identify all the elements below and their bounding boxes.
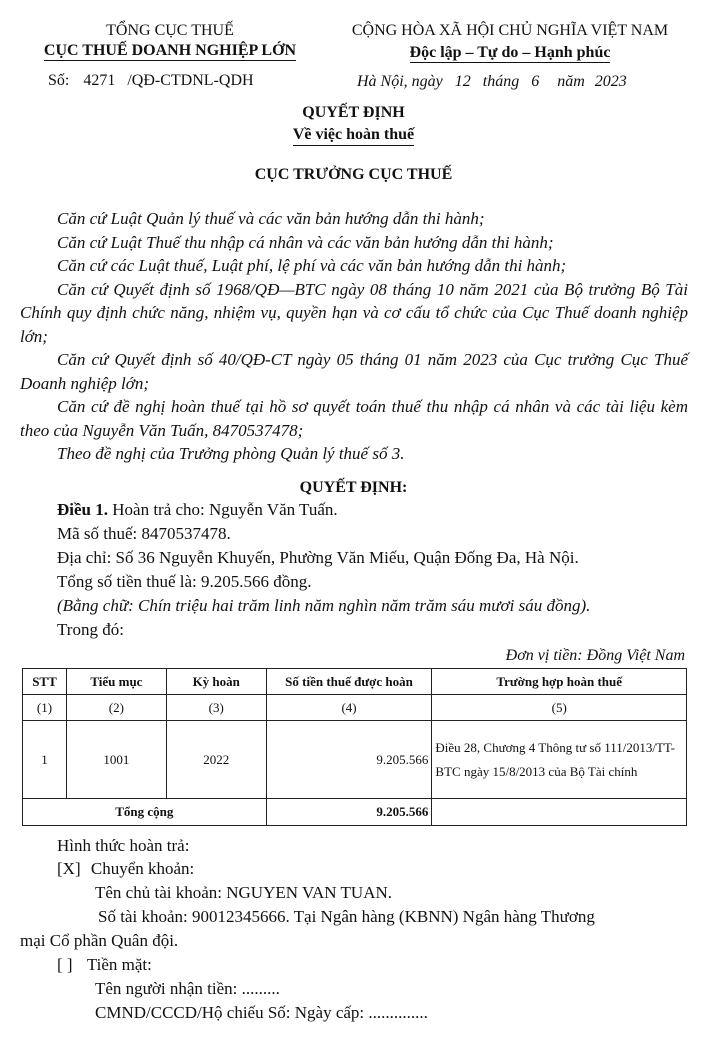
transfer-label: Chuyển khoản: bbox=[90, 859, 195, 878]
preamble-line: Căn cứ Quyết định số 40/QĐ-CT ngày 05 tháng 01 năm 2023 của Cục trưởng Cục Thuế Doanh nghiệp lớn; bbox=[20, 350, 688, 393]
preamble bbox=[20, 207, 688, 466]
refund-table bbox=[22, 668, 687, 826]
date-month: 6 bbox=[531, 73, 540, 90]
header-amount: Số tiền thuế được hoàn bbox=[266, 669, 432, 695]
row-amount: 9.205.566 bbox=[266, 721, 432, 799]
header-stt: STT bbox=[23, 669, 67, 695]
col-number: (4) bbox=[266, 695, 432, 721]
header-sub-item: Tiểu mục bbox=[66, 669, 166, 695]
table-row bbox=[23, 721, 687, 799]
refund-recipient: Hoàn trả cho: Nguyễn Văn Tuấn. bbox=[112, 500, 338, 519]
doc-number-value: 4271 bbox=[83, 72, 116, 89]
date-year-label: năm bbox=[557, 73, 585, 90]
total-amount: Tổng số tiền thuế là: 9.205.566 đồng. bbox=[57, 572, 312, 591]
header-reason: Trường hợp hoàn thuế bbox=[432, 669, 687, 695]
table-column-number-row bbox=[23, 695, 687, 721]
amount-in-words: (Bằng chữ: Chín triệu hai trăm linh năm nghìn năm trăm sáu mươi sáu đồng). bbox=[57, 596, 591, 615]
doc-number-label: Số: bbox=[48, 72, 70, 89]
currency-unit: Đơn vị tiền: Đồng Việt Nam bbox=[505, 647, 685, 664]
address: Địa chỉ: Số 36 Nguyễn Khuyến, Phường Văn Miếu, Quận Đống Đa, Hà Nội. bbox=[57, 548, 579, 567]
table-total-row bbox=[23, 799, 687, 826]
account-bank-continued: mại Cổ phần Quân đội. bbox=[20, 931, 179, 950]
nation-title: CỘNG HÒA XÃ HỘI CHỦ NGHĨA VIỆT NAM bbox=[351, 22, 669, 39]
receiver-name: Tên người nhận tiền: ......... bbox=[95, 979, 280, 998]
transfer-option bbox=[57, 859, 194, 879]
preamble-line: Căn cứ đề nghị hoàn thuế tại hồ sơ quyết toán thuế thu nhập cá nhân và các tài liệu kèm theo của Nguyễn Văn Tuấn, 8470537478; bbox=[20, 397, 688, 440]
decision-heading: QUYẾT ĐỊNH: bbox=[299, 479, 408, 496]
total-amount-cell: 9.205.566 bbox=[266, 799, 432, 826]
account-number: Số tài khoản: 90012345666. Tại Ngân hàng (KBNN) Ngân hàng Thương bbox=[98, 907, 595, 926]
cash-checkbox: [ ] bbox=[57, 955, 73, 974]
article-label: Điều 1. bbox=[57, 500, 108, 519]
col-number: (2) bbox=[66, 695, 166, 721]
header-period: Kỳ hoàn bbox=[166, 669, 266, 695]
preamble-line: Căn cứ Quyết định số 1968/QĐ—BTC ngày 08 tháng 10 năm 2021 của Bộ trưởng Bộ Tài Chính quy định chức năng, nhiệm vụ, quyền hạn và cơ cấu tổ chức của Cục Thuế doanh nghiệp lớn; bbox=[20, 279, 688, 346]
preamble-line: Căn cứ các Luật thuế, Luật phí, lệ phí và các văn bản hướng dẫn thi hành; bbox=[57, 256, 567, 275]
row-sub-item: 1001 bbox=[66, 721, 166, 799]
article-1 bbox=[57, 500, 338, 520]
decision-title: QUYẾT ĐỊNH bbox=[302, 104, 405, 121]
account-holder: Tên chủ tài khoản: NGUYEN VAN TUAN. bbox=[95, 883, 392, 902]
document-number bbox=[48, 72, 254, 90]
date-year: 2023 bbox=[594, 73, 627, 90]
preamble-line: Theo đề nghị của Trưởng phòng Quản lý thuế số 3. bbox=[57, 444, 405, 463]
place-and-date bbox=[357, 73, 627, 91]
issuing-agency bbox=[20, 42, 320, 60]
preamble-line: Căn cứ Luật Quản lý thuế và các văn bản hướng dẫn thi hành; bbox=[57, 209, 485, 228]
of-which: Trong đó: bbox=[57, 620, 124, 639]
date-day: 12 bbox=[454, 73, 471, 90]
decision-subject-text: Về việc hoàn thuế bbox=[293, 126, 414, 146]
col-number: (1) bbox=[23, 695, 67, 721]
row-stt: 1 bbox=[23, 721, 67, 799]
id-document: CMND/CCCD/Hộ chiếu Số: Ngày cấp: .............. bbox=[95, 1003, 428, 1022]
cash-label: Tiền mặt: bbox=[86, 955, 152, 974]
total-empty-cell bbox=[432, 799, 687, 826]
national-motto bbox=[330, 44, 690, 62]
col-number: (3) bbox=[166, 695, 266, 721]
issuing-agency-text: CỤC THUẾ DOANH NGHIỆP LỚN bbox=[43, 42, 297, 59]
table-header-row bbox=[23, 669, 687, 695]
row-reason: Điều 28, Chương 4 Thông tư số 111/2013/TT-BTC ngày 15/8/2013 của Bộ Tài chính bbox=[432, 721, 687, 799]
total-label: Tổng cộng bbox=[23, 799, 267, 826]
col-number: (5) bbox=[432, 695, 687, 721]
parent-agency: TỔNG CỤC THUẾ bbox=[106, 22, 234, 39]
tax-code: Mã số thuế: 8470537478. bbox=[57, 524, 231, 543]
cash-option bbox=[57, 955, 152, 975]
national-motto-text: Độc lập – Tự do – Hạnh phúc bbox=[409, 44, 611, 61]
date-month-label: tháng bbox=[482, 73, 520, 90]
decision-subject bbox=[0, 126, 707, 144]
place-date-prefix: Hà Nội, ngày bbox=[357, 73, 443, 90]
payment-method-label: Hình thức hoàn trả: bbox=[57, 836, 190, 855]
authority-title: CỤC TRƯỞNG CỤC THUẾ bbox=[254, 166, 453, 183]
transfer-checkbox: [X] bbox=[57, 859, 81, 878]
row-period: 2022 bbox=[166, 721, 266, 799]
preamble-line: Căn cứ Luật Thuế thu nhập cá nhân và các văn bản hướng dẫn thi hành; bbox=[57, 232, 554, 252]
doc-number-code: /QĐ-CTDNL-QDH bbox=[127, 72, 254, 89]
